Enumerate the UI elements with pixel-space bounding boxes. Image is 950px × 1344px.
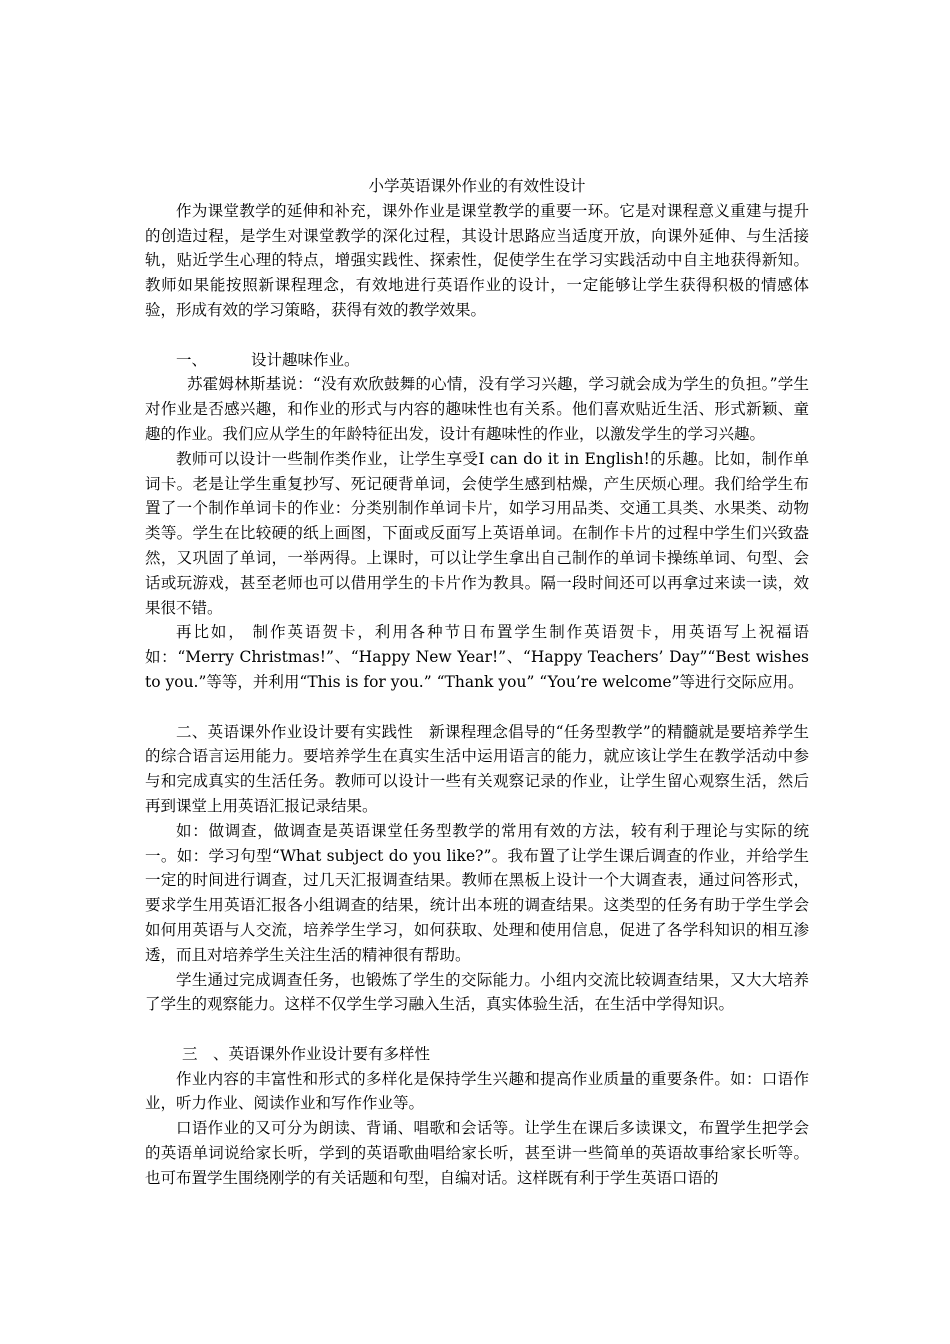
section1-title: 设计趣味作业。 — [251, 350, 360, 369]
blank-line — [145, 1017, 809, 1042]
section3-heading: 三 、英语课外作业设计要有多样性 — [182, 1044, 431, 1063]
section1-number: 一、 — [176, 350, 208, 369]
intro-paragraph: 作为课堂教学的延伸和补充，课外作业是课堂教学的重要一环。它是对课程意义重建与提升的创造过程，是学生对课堂教学的深化过程，其设计思路应当适度开放，向课外延伸、与生活接轨，贴近学生心理的特点，增强实践性、探索性，促使学生在学习实践活动中自主地获得新知。教师如果能按照新课程理念，有效地进行英语作业的设计，一定能够让学生获得积极的情感体验，形成有效的学习策略，获得有效的教学效果。 — [145, 201, 809, 319]
section1-paragraph-3: 再比如， 制作英语贺卡，利用各种节日布置学生制作英语贺卡，用英语写上祝福语如：“Merry Christmas!”、“Happy New Year!”、“Happy Teachers’ Day”“Best wishes to you.”等等，并利用“This is for you.” “Thank you” “You’re welcome”等进行交际应用。 — [145, 623, 809, 691]
section1-heading — [145, 348, 809, 373]
section1-paragraph-1: 苏霍姆林斯基说：“没有欢欣鼓舞的心情，没有学习兴趣，学习就会成为学生的负担。”学生对作业是否感兴趣，和作业的形式与内容的趣味性也有关系。他们喜欢贴近生活、形式新颖、童趣的作业。我们应从学生的年龄特征出发，设计有趣味性的作业，以激发学生的学习兴趣。 — [145, 375, 809, 443]
section3-paragraph-1: 作业内容的丰富性和形式的多样化是保持学生兴趣和提高作业质量的重要条件。如：口语作业，听力作业、阅读作业和写作作业等。 — [145, 1069, 809, 1113]
section3-paragraph-2: 口语作业的又可分为朗读、背诵、唱歌和会话等。让学生在课后多读课文，布置学生把学会的英语单词说给家长听，学到的英语歌曲唱给家长听，甚至讲一些简单的英语故事给家长听等。也可布置学生围绕刚学的有关话题和句型，自编对话。这样既有利于学生英语口语的 — [145, 1119, 809, 1187]
section2-paragraph-1: 二、英语课外作业设计要有实践性 新课程理念倡导的“任务型教学”的精髓就是要培养学生的综合语言运用能力。要培养学生在真实生活中运用语言的能力，就应该让学生在教学活动中参与和完成真实的生活任务。教师可以设计一些有关观察记录的作业，让学生留心观察生活，然后再到课堂上用英语汇报记录结果。 — [145, 722, 809, 815]
blank-line — [145, 695, 809, 720]
section1-paragraph-2: 教师可以设计一些制作类作业，让学生享受I can do it in English!的乐趣。比如，制作单词卡。老是让学生重复抄写、死记硬背单词，会使学生感到枯燥，产生厌烦心理。我们给学生布置了一个制作单词卡的作业：分类别制作单词卡片，如学习用品类、交通工具类、水果类、动物类等。学生在比较硬的纸上画图，下面或反面写上英语单词。在制作卡片的过程中学生们兴致盎然，又巩固了单词，一举两得。上课时，可以让学生拿出自己制作的单词卡操练单词、句型、会话或玩游戏，甚至老师也可以借用学生的卡片作为教具。隔一段时间还可以再拿过来读一读，效果很不错。 — [145, 449, 809, 617]
blank-line — [145, 323, 809, 348]
document-title: 小学英语课外作业的有效性设计 — [368, 177, 586, 195]
section2-paragraph-2: 如：做调查，做调查是英语课堂任务型教学的常用有效的方法，较有利于理论与实际的统一。如：学习句型“What subject do you like?”。我布置了让学生课后调查的作业，并给学生一定的时间进行调查，过几天汇报调查结果。教师在黑板上设计一个大调查表，通过问答形式，要求学生用英语汇报各小组调查的结果，统计出本班的调查结果。这类型的任务有助于学生学会如何用英语与人交流，培养学生学习，如何获取、处理和使用信息，促进了各学科知识的相互渗透，而且对培养学生关注生活的精神很有帮助。 — [145, 821, 809, 964]
section2-paragraph-3: 学生通过完成调查任务，也锻炼了学生的交际能力。小组内交流比较调查结果，又大大培养了学生的观察能力。这样不仅学生学习融入生活，真实体验生活，在生活中学得知识。 — [145, 970, 809, 1014]
document-page — [145, 174, 809, 1191]
